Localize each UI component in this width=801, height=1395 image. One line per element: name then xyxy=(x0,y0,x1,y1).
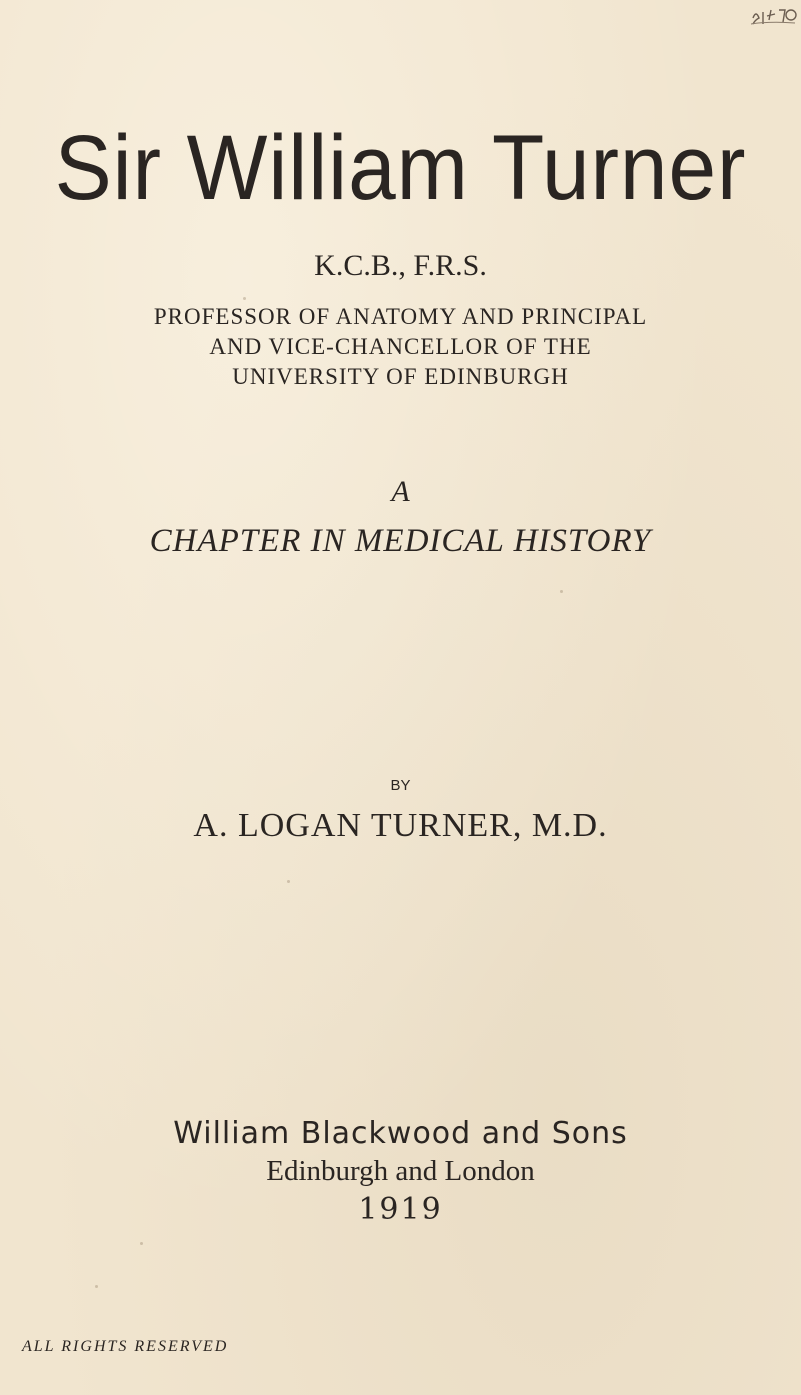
handwritten-shelfmark-icon xyxy=(749,4,797,26)
book-title: Sir William Turner xyxy=(54,117,747,219)
rights-notice: ALL RIGHTS RESERVED xyxy=(22,1338,229,1355)
paper-speck xyxy=(95,1285,98,1288)
subtitle-article: A xyxy=(391,475,410,508)
position-line-3: UNIVERSITY OF EDINBURGH xyxy=(232,364,569,389)
publication-year: 1919 xyxy=(358,1192,443,1227)
publisher-name: William Blackwood and Sons xyxy=(173,1116,628,1151)
position-description xyxy=(0,302,801,392)
honours-line: K.C.B., F.R.S. xyxy=(314,249,487,282)
paper-speck xyxy=(560,590,563,593)
author-name: A. LOGAN TURNER, M.D. xyxy=(193,807,608,844)
book-subtitle: CHAPTER IN MEDICAL HISTORY xyxy=(149,523,652,559)
publication-places: Edinburgh and London xyxy=(266,1155,535,1187)
position-line-2: AND VICE-CHANCELLOR OF THE xyxy=(209,334,592,359)
paper-speck xyxy=(287,880,290,883)
paper-speck xyxy=(140,1242,143,1245)
position-line-1: PROFESSOR OF ANATOMY AND PRINCIPAL xyxy=(153,304,648,329)
paper-speck xyxy=(243,297,246,300)
by-label: BY xyxy=(390,777,411,794)
